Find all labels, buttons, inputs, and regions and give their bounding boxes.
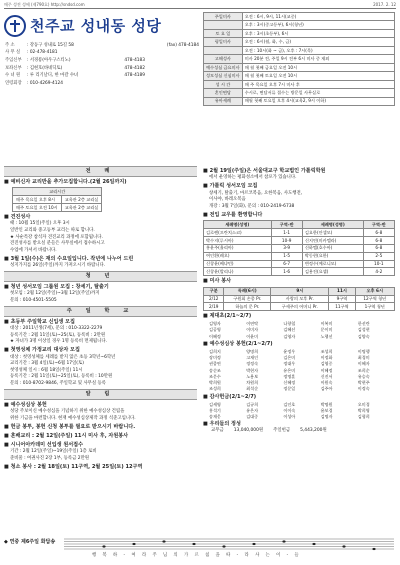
notice-line: 때 : 10월 15일(주일) 오후 3시	[10, 221, 70, 227]
service-group: 11구역	[329, 303, 355, 311]
donor-name: 이원숙	[320, 379, 333, 385]
donor-name: 신혜정	[283, 379, 296, 385]
notice-title: ■ 제대초(2/1~2/7)	[203, 313, 252, 320]
contact-label: 사 무 실	[5, 50, 21, 56]
member-district: 1-1	[271, 229, 302, 237]
contact-phone	[110, 42, 146, 50]
contact-fax	[146, 80, 200, 88]
donor-name: 조문수	[209, 373, 221, 379]
member-district: 6-8	[363, 236, 394, 244]
mass-time: 오후 : 3시(중고등부), 6시(청년)	[242, 21, 394, 29]
new-members-header-row	[204, 221, 395, 229]
donor-name: 한선란	[357, 321, 370, 327]
member-district: 4-2	[363, 268, 394, 276]
notice-line: 첫모임 : 2월 12일(주일)~3월 12일(주일)까지	[10, 291, 100, 297]
schedule-time: 매주 토요일 오전 10시	[13, 204, 62, 212]
notice-title: ■ 미사 봉사	[203, 278, 232, 285]
donor-name: 고재인	[246, 355, 259, 361]
mass-row	[204, 63, 395, 71]
contact-row	[4, 57, 200, 65]
member-name: 신창윤(발리나)	[204, 268, 272, 276]
donor-name: 정문일	[283, 386, 296, 392]
notice-line: 기간 : 2월 12일(주일)~19일(주일) 1층 로비	[10, 449, 97, 455]
notice-line: 견진성사를 받으실 분들은 사무실에서 접수하시고	[10, 241, 105, 247]
contact-value: : 서경룡(아우구스티노)	[27, 58, 71, 64]
notice-title: ■ 초등부 주일학교 신입생 모집	[4, 318, 75, 325]
mass-time: 매월 첫째 토요일 오후 4시(교육2, 9시 이하)	[242, 97, 394, 105]
mass-label	[204, 21, 243, 29]
catechism-schedule-header: 교리시간	[13, 188, 102, 196]
notice-senior-academy	[4, 442, 197, 462]
notice-vocation	[203, 168, 395, 181]
notice-bible-study	[203, 183, 395, 209]
table-row	[204, 244, 395, 252]
notice-title: ■ 우리들의 정성	[203, 421, 241, 428]
mass-row	[204, 29, 395, 37]
mass-row	[204, 89, 395, 97]
donor-name: 최경미	[357, 355, 370, 361]
donor-name: 이연탁	[246, 321, 259, 327]
notice-line: 첫영성체 일시 : 6월 18일(주일) 11시	[10, 367, 83, 373]
member-name: 박동현(요한)	[302, 252, 363, 260]
notice-line: 문의 : 010-8702-9846, 주일학교 및 사무실 등록	[10, 380, 107, 386]
notice-line: 준비물 : 여권사진 2장 1부, 등록금 2만원	[10, 455, 90, 461]
thanks-donor-list	[203, 402, 395, 420]
service-group: 사랑의 모후 Pr.	[271, 295, 329, 303]
notice-title: ■ 시니어아카데미 선입생 원서접수	[4, 441, 84, 448]
section-liturgy: 전 례	[4, 166, 197, 177]
notice-line: 일반인 교리와 중고등부 교리는 따로 합니다.	[10, 227, 95, 233]
donor-name: 김양숙	[357, 333, 370, 339]
contact-row	[4, 80, 200, 88]
donor-name: 유승숙	[357, 373, 370, 379]
donor-name: 김은미	[283, 355, 296, 361]
member-name: 신창윤(베냐민)	[204, 260, 272, 268]
member-district: 1-5	[271, 252, 302, 260]
donor-name: 김대중	[246, 413, 259, 419]
contact-phone: 478-4182	[124, 65, 145, 71]
donor-name: 김영중	[320, 361, 333, 367]
donor-name: 윤정우	[283, 348, 296, 354]
member-district: 10-1	[363, 260, 394, 268]
mass-time: 매 주 목요일 오후 7시 미사 후	[242, 80, 394, 88]
member-name: 홍윤주(율리아)	[204, 244, 272, 252]
mass-label: 성 시 간	[204, 80, 243, 88]
mass-row	[204, 97, 395, 105]
schedule-place: 교육관 2층 교리실	[61, 196, 102, 204]
column-header: 세례명(성명)	[302, 221, 363, 229]
member-name: 김용진(요셉)	[302, 268, 363, 276]
notice-title: ■ 감사헌금(2/1~2/7)	[203, 393, 257, 400]
psalm-lyric: 행 복 하 - 여 라 주 님 의 가 르 침 을 따 - 라 사 는 이 - 들	[92, 553, 302, 558]
contact-value: : 김현호(바네딕토)	[27, 65, 63, 71]
notice-marriage	[4, 433, 197, 440]
mass-service-header-row	[204, 287, 395, 295]
contact-label: 연령회장	[5, 80, 22, 86]
notice-body	[203, 175, 395, 181]
column-header: 세례명(성명)	[204, 221, 272, 229]
donor-name: 이혜정	[320, 367, 333, 373]
notice-ash-wednesday	[4, 256, 197, 269]
mass-row	[204, 21, 395, 29]
table-row	[204, 268, 395, 276]
notice-statue-donors	[203, 341, 395, 392]
donor-name: 송재웅	[209, 413, 221, 419]
donor-name: 이혜자	[357, 361, 370, 367]
column-header: 오후 6시	[355, 287, 394, 295]
new-members-table	[203, 220, 395, 276]
member-name: 변정수(예로니모)	[302, 260, 363, 268]
service-group: 1구역 청년	[355, 303, 394, 311]
contact-row	[4, 50, 200, 58]
member-district: 3-9	[271, 244, 302, 252]
column-header: 구역-반	[363, 221, 394, 229]
notice-title: ■ 예수성심상 봉헌(2/1~2/7)	[203, 341, 273, 348]
donor-name: 김성현	[357, 327, 370, 333]
donor-name: 유은자	[246, 407, 259, 413]
notice-sacred-heart	[4, 402, 197, 422]
offering-label: 교무금	[211, 428, 224, 434]
donor-name: 김주아	[320, 386, 333, 392]
notice-first-communion	[4, 347, 197, 387]
section-sunday-school: 주 일 학 교	[4, 306, 197, 317]
mass-label: 고해성사	[204, 55, 243, 63]
mass-label	[204, 46, 243, 54]
donor-name: 김공영	[209, 327, 221, 333]
contact-fax	[146, 72, 200, 80]
member-name: 신하엘(호수아)	[302, 244, 363, 252]
donor-name: 홍석기	[209, 407, 221, 413]
donor-name: 이혜정	[209, 333, 221, 339]
notice-line: 개강 : 3월 7일(화), 문의 : 010-2419-6738	[209, 203, 295, 209]
service-date: 2/12	[204, 295, 224, 303]
psalm-title: ◆ 연중 제6주일 화답송	[4, 539, 56, 545]
notice-confirmation	[4, 214, 197, 254]
psalm-footer	[4, 535, 396, 561]
notice-title: ■ 예수성심상 봉헌	[4, 401, 47, 408]
notice-title: ■ 전입 교우를 환영합니다	[203, 211, 263, 218]
member-name: 김로렌(프란치스코)	[204, 229, 272, 237]
donor-name: 김영자	[283, 333, 296, 339]
donor-name: 송순조	[209, 367, 221, 373]
top-divider	[4, 8, 396, 9]
notice-line: 이사야, 바레오복음	[209, 197, 246, 203]
contact-label: 수 녀 원	[5, 73, 21, 79]
notice-line: ★ 자녀가 3명 이상일 경우 1명 등록비 면제됩니다.	[10, 339, 108, 345]
contact-row	[4, 65, 200, 73]
notice-title: ■ 헌금 봉투, 봉헌 신청 봉투를 필요로 받으시기 바랍니다.	[4, 423, 136, 430]
contact-fax	[146, 50, 200, 58]
offering-label: 주일헌금	[273, 428, 291, 434]
notice-line: 수업에 가셔서 바랍니다.	[10, 247, 57, 253]
column-header: 구분	[204, 287, 224, 295]
mass-row	[204, 13, 395, 21]
notice-line: 대상 : 2011년생(7세), 문의 : 010-3322-2279	[10, 326, 103, 332]
donor-name: 정명훈	[283, 373, 296, 379]
notice-title: ■ 3월 1일(수)은 재의 수요일입니다. 작년에 나누어 드린	[4, 255, 134, 262]
notice-body	[4, 326, 197, 345]
notice-body	[4, 221, 197, 253]
donor-name: 김규희	[246, 401, 259, 407]
column-header: 독례(6시)	[224, 287, 271, 295]
table-row	[204, 252, 395, 260]
notice-body	[203, 191, 395, 210]
donor-name: 이복미	[320, 321, 333, 327]
notice-line: 등록기간 : 2월 11일(토)~25(토), 등록비 : 2만원	[10, 332, 106, 338]
notice-mass-service	[203, 278, 395, 311]
mass-time: 수시로, 면담서류 접수는 방문일 사무실로	[242, 89, 394, 97]
church-logo-icon	[4, 15, 26, 37]
member-name: 신지연(미카엘라)	[302, 236, 363, 244]
mass-time: 오후 : 3시(초등부), 6시	[242, 29, 394, 37]
offering-value: 13,040,000원	[233, 428, 264, 434]
section-youth: 청 년	[4, 271, 197, 282]
contact-row	[4, 42, 200, 50]
notice-line: 창세기, 탈출기, 마르코복음, 요한복음, 사도행전,	[209, 190, 303, 196]
statue-donor-list	[203, 349, 395, 392]
mass-row	[204, 55, 395, 63]
donor-name: 김세영	[209, 401, 221, 407]
mass-label: 토 요 일	[204, 29, 243, 37]
mass-time: 오전 : 10시(화 ~ 금), 오후 : 7시(목)	[242, 46, 394, 54]
donor-name: 오미경	[357, 401, 370, 407]
donor-name: 양명희	[246, 348, 259, 354]
notice-line: 교리기간 : 3월 4일(토)~6월 17일(토)	[10, 361, 84, 367]
church-contact-table	[4, 42, 200, 87]
mass-time: 매 월 첫째 금요일 오전 10시	[242, 63, 394, 71]
donor-name: 박희영	[357, 407, 370, 413]
mass-time: 미사 20분 전, 주일 9시 전부 6시 미사 중 제외	[242, 55, 394, 63]
section-announcements: 알 림	[4, 389, 197, 400]
donor-name: 장미정	[209, 355, 221, 361]
member-district: 6-7	[271, 260, 302, 268]
offering-value: 5,443,200원	[300, 428, 327, 434]
mass-label: 성모성심 신심미사	[204, 72, 243, 80]
notice-line: 에서 운영하는 평화성소에서 참포가 있습니다.	[209, 175, 297, 181]
service-group: 9구역	[329, 295, 355, 303]
bulletin-date: 2017. 2. 12	[373, 2, 396, 7]
member-district: 6-8	[363, 244, 394, 252]
contact-label: 보좌신부	[5, 65, 22, 71]
notice-line: 성지가지를 26일(주일)까지 가져오시기 바랍니다.	[10, 262, 106, 268]
mass-label: 혼인면담	[204, 89, 243, 97]
donor-name: 김영자	[209, 321, 221, 327]
donor-name: 김희지	[209, 348, 221, 354]
donor-name: 조성희	[209, 386, 221, 392]
member-name: 여인환(레오)	[204, 252, 272, 260]
notice-title: ■ 혼배교리 : 2월 12일(주일) 11시 미사 후, 자원봉사	[4, 432, 129, 439]
notice-body	[4, 449, 197, 461]
mass-service-table	[203, 287, 395, 312]
mass-time: 오전 : 6시(월, 화, 수, 금)	[242, 38, 394, 46]
notice-body	[4, 355, 197, 387]
donor-name: 문이미	[320, 327, 333, 333]
mass-schedule-table	[203, 12, 395, 106]
donor-name: 신진서	[320, 373, 333, 379]
notice-offerings	[203, 421, 395, 434]
left-column	[4, 164, 197, 470]
notice-new-members	[203, 212, 395, 276]
mass-label: 예수성심 금요미사	[204, 63, 243, 71]
notice-body	[4, 291, 197, 303]
bulletin-info: 매주 성전 성에 (제790호) http://sndsd.com	[4, 2, 85, 7]
notice-line: 성당 주보이신 예수성심을 기념하기 위한 예수성심상 건립을	[10, 409, 125, 415]
notice-title: ■ 청년 성서모임 그룹원 모집 : 창세기, 탈출기	[4, 283, 109, 290]
right-column	[203, 166, 395, 434]
mass-row	[204, 46, 395, 54]
notice-title: ■ 견진성사	[4, 213, 31, 220]
contact-fax	[146, 57, 200, 65]
member-district: 6-8	[363, 229, 394, 237]
schedule-time: 매주 목요일 오후 8시	[13, 196, 62, 204]
donor-name: 이이숙	[283, 407, 296, 413]
donor-name: 이미자	[246, 327, 259, 333]
contact-phone	[110, 80, 146, 88]
mass-row	[204, 38, 395, 46]
notice-title: ■ 첫영성체 가정교리 대상자 모집	[4, 347, 80, 354]
donor-name: 정대우	[283, 361, 296, 367]
contact-value: : 010-4269-4124	[27, 80, 63, 86]
column-header: 11시	[329, 287, 355, 295]
service-group: 하늘의 문 Pr.	[224, 303, 271, 311]
donor-name: 권종연	[209, 361, 221, 367]
donor-name: 노행선	[320, 333, 333, 339]
donor-name: 윤보경	[320, 407, 333, 413]
donor-name: 박희원	[209, 379, 221, 385]
mass-row	[204, 80, 395, 88]
donor-name: 정정숙	[246, 361, 259, 367]
donor-name: 김형희	[357, 413, 370, 419]
notice-line: 등록기간 : 2월 11일(토)~25일(토), 등록비 : 10만원	[10, 374, 113, 380]
table-row	[204, 303, 395, 311]
mass-label: 유아세례	[204, 97, 243, 105]
service-date: 2/19	[204, 303, 224, 311]
contact-value: : 02-478-4181	[27, 50, 58, 56]
contact-label: 주 소	[5, 42, 15, 48]
donor-name: 이명행	[357, 348, 370, 354]
service-group: 구원회 손종 Pr.	[224, 295, 271, 303]
donor-name: 이윤미	[246, 333, 259, 339]
contact-phone: 478-4183	[124, 58, 145, 64]
donor-name: 조희순	[357, 367, 370, 373]
table-row	[204, 229, 395, 237]
contact-label: 주임신부	[5, 58, 22, 64]
donor-name: 김혜선	[283, 327, 296, 333]
donor-name: 박현자	[246, 367, 259, 373]
contact-phone	[110, 50, 146, 58]
donor-name: 김명자	[320, 413, 333, 419]
mass-label: 주일미사	[204, 13, 243, 21]
table-row	[204, 295, 395, 303]
notice-title: ■ 2월 19일(주일)은 서울대교구 학교법인 가톨릭학원	[203, 168, 326, 174]
catechism-schedule-table	[12, 187, 102, 212]
notice-cleaning	[4, 464, 197, 471]
notice-altar-candles	[203, 313, 395, 339]
notice-line: ★ 사순특강 참석자 견진교리 과정에 포함됩니다.	[10, 234, 103, 240]
notice-catechumen	[4, 179, 197, 212]
table-row	[204, 260, 395, 268]
notice-line: 대상 : 첫영성체를 세례를 받지 않은 초등 3학년~6학년	[10, 354, 116, 360]
notice-title: ■ 가톨릭 성서모임 모집	[203, 183, 258, 190]
contact-row	[4, 72, 200, 80]
donor-name: 나향철	[283, 321, 296, 327]
donor-name: 최석순	[246, 386, 259, 392]
service-group: 12구역 청년	[355, 295, 394, 303]
notice-title: ■ 예비신자 교리반을 추가모집합니다.(2월 26일까지)	[4, 179, 127, 186]
mass-time: 오전 : 6시, 9시, 11시(교중)	[242, 13, 394, 21]
member-district: 2-5	[363, 252, 394, 260]
notice-line: 위한 기금을 마련합니다. 현재 예수성심상제작 과정 석준고입니다.	[10, 415, 136, 421]
member-district: 10-9	[271, 236, 302, 244]
donor-name: 이정화	[320, 355, 333, 361]
donor-name: 이성아	[283, 413, 296, 419]
donor-name: 이정숙	[357, 386, 370, 392]
table-row	[204, 236, 395, 244]
notice-body	[4, 263, 197, 269]
mass-label: 평일미사	[204, 38, 243, 46]
donor-name: 조성희	[320, 348, 333, 354]
contact-phone: 478-4189	[124, 73, 145, 79]
schedule-place: 교육관 2층 교리실	[61, 204, 102, 212]
notice-elementary	[4, 319, 197, 345]
donor-name: 노용보	[246, 373, 259, 379]
donor-name: 김인호	[283, 401, 296, 407]
donor-name: 박현주	[357, 379, 370, 385]
notice-youth-bible	[4, 284, 197, 304]
contact-fax	[146, 65, 200, 73]
church-name: 천주교 성내동 성당	[30, 16, 162, 35]
notice-line: 문의 : 010-4501-5505	[10, 297, 57, 303]
notice-thanks-offering	[203, 394, 395, 420]
member-district: 1-6	[271, 268, 302, 276]
contact-fax: (fax) 478-4184	[166, 42, 199, 48]
member-name: 김요한(안셀모)	[302, 229, 363, 237]
contact-value: : 강동구 성내로 15길 58	[27, 42, 74, 48]
service-group: 구세주의 어머니 Pr.	[271, 303, 329, 311]
notice-envelopes	[4, 424, 197, 431]
donor-name: 박명원	[320, 401, 333, 407]
mass-row	[204, 72, 395, 80]
donor-name: 유은미	[283, 367, 296, 373]
mass-time: 매 월 첫째 토요일 오전 10시	[242, 72, 394, 80]
donor-name: 차원희	[246, 379, 259, 385]
column-header: 9시	[271, 287, 329, 295]
notice-title: ■ 청소 봉사 : 2월 18일(토) 11구역, 2월 25일(토) 12구역	[4, 463, 143, 470]
member-name: 박수지(루시아)	[204, 236, 272, 244]
column-header: 구역-반	[271, 221, 302, 229]
notice-body	[4, 409, 197, 421]
church-header	[4, 11, 200, 147]
candle-donor-list	[203, 321, 395, 339]
contact-value: : 루 리기날디, 한 마갈 수녀	[27, 73, 79, 79]
